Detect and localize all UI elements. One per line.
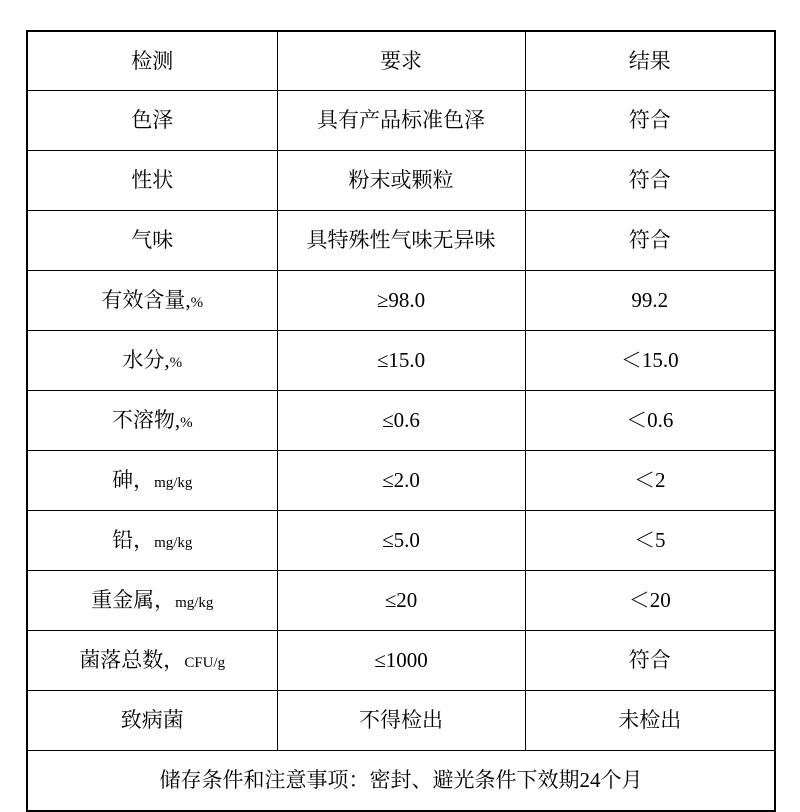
item-label: 砷， [112,468,155,493]
item-label: 致病菌 [120,708,184,733]
item-label: 菌落总数， [79,648,185,673]
table-footnote-row [27,751,775,812]
cell-requirement: 具特殊性气味无异味 [277,211,525,271]
table-body [27,31,775,811]
table-row [27,391,775,451]
header-cell-item: 检测 [27,31,277,91]
cell-requirement: 粉末或颗粒 [277,151,525,211]
specification-table [26,30,776,812]
cell-item [27,631,277,691]
cell-result: 99.2 [525,271,775,331]
cell-result: ＜15.0 [525,331,775,391]
cell-requirement: ≤15.0 [277,331,525,391]
item-unit: % [169,355,183,372]
item-unit: % [190,295,204,312]
cell-item [27,451,277,511]
item-unit: mg/kg [154,535,193,552]
cell-item [27,511,277,571]
footnote-text: 储存条件和注意事项：密封、避光条件下效期24个月 [27,751,775,812]
cell-item [27,391,277,451]
item-label: 铅， [112,528,155,553]
cell-result: ＜0.6 [525,391,775,451]
item-label: 色泽 [131,108,174,133]
item-label: 水分, [122,348,170,373]
cell-requirement: ≤1000 [277,631,525,691]
cell-item [27,691,277,751]
cell-result: ＜2 [525,451,775,511]
table-row [27,211,775,271]
cell-requirement: ≤5.0 [277,511,525,571]
table-row [27,691,775,751]
cell-requirement: 具有产品标准色泽 [277,91,525,151]
cell-requirement: ≤2.0 [277,451,525,511]
cell-result: 符合 [525,151,775,211]
cell-item [27,91,277,151]
cell-item [27,571,277,631]
cell-result: 符合 [525,211,775,271]
table-row [27,271,775,331]
cell-item [27,151,277,211]
item-unit: CFU/g [184,655,226,672]
cell-requirement: 不得检出 [277,691,525,751]
table-row [27,151,775,211]
item-label: 有效含量, [101,288,191,313]
table-row [27,451,775,511]
table-row [27,631,775,691]
table-header-row [27,31,775,91]
cell-item [27,331,277,391]
cell-requirement: ≤0.6 [277,391,525,451]
item-label: 不溶物, [111,408,181,433]
header-cell-requirement: 要求 [277,31,525,91]
cell-result: 符合 [525,631,775,691]
table-row [27,331,775,391]
item-unit: mg/kg [154,475,193,492]
cell-result: ＜5 [525,511,775,571]
header-cell-result: 结果 [525,31,775,91]
item-label: 气味 [131,228,174,253]
item-label: 重金属， [91,588,176,613]
table-row [27,511,775,571]
item-label: 性状 [131,168,174,193]
cell-result: 未检出 [525,691,775,751]
cell-requirement: ≥98.0 [277,271,525,331]
item-unit: % [180,415,193,432]
cell-item [27,271,277,331]
cell-result: 符合 [525,91,775,151]
cell-requirement: ≤20 [277,571,525,631]
table-row [27,571,775,631]
table-row [27,91,775,151]
cell-result: ＜20 [525,571,775,631]
item-unit: mg/kg [175,595,214,612]
cell-item [27,211,277,271]
